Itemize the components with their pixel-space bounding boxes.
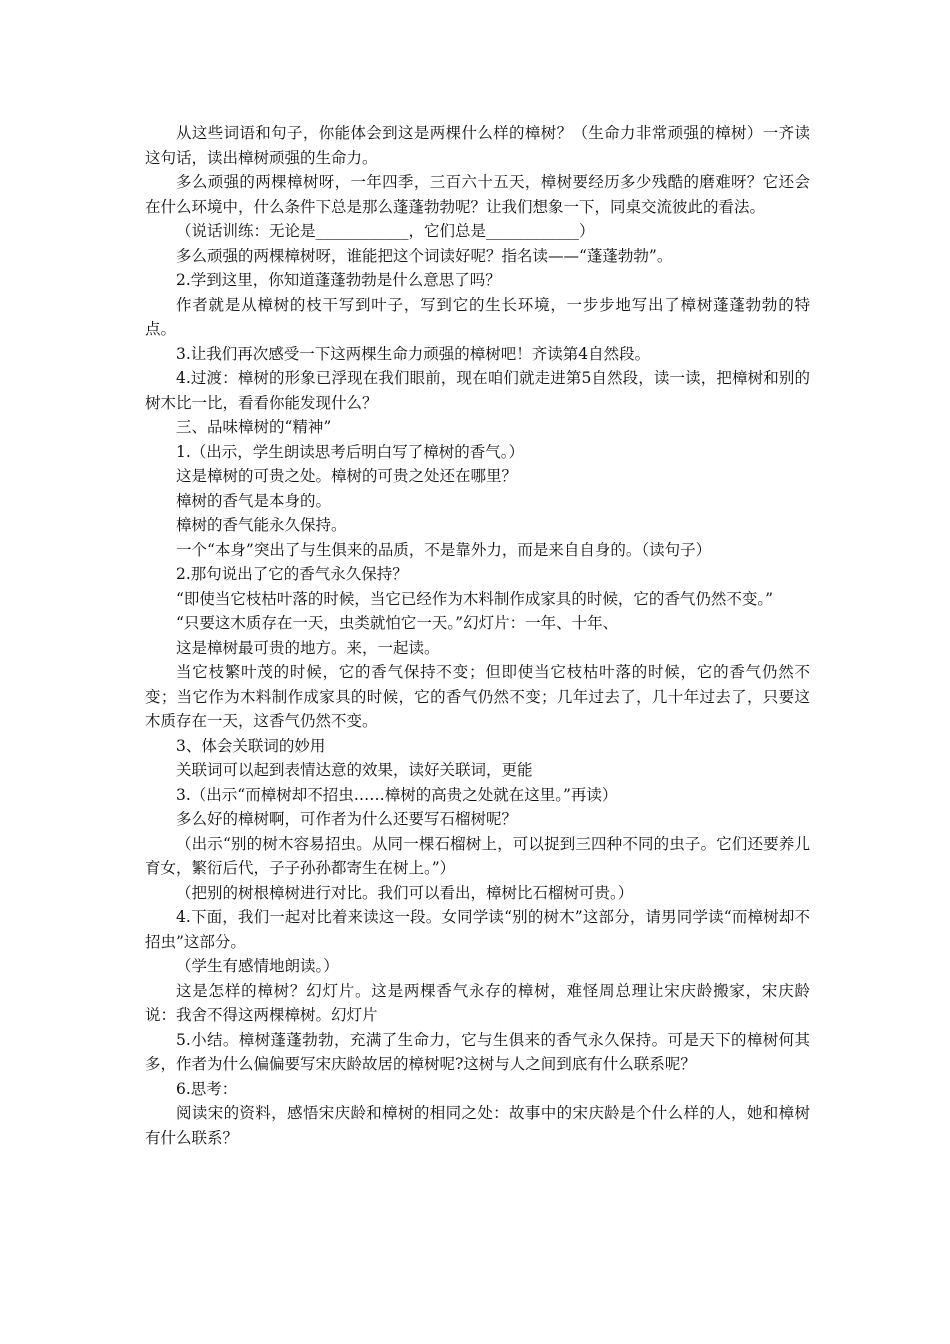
section-heading: 三、品味樟树的“精神” xyxy=(176,418,332,436)
paragraph: 这是樟树最可贵的地方。来，一起读。 xyxy=(176,638,440,657)
paragraph: （学生有感情地朗读。） xyxy=(176,957,339,975)
paragraph: 从这些词语和句子，你能体会到这是两棵什么样的樟树？（生命力非常顽强的樟树）一齐读这句话，读出樟树顽强的生命力。 xyxy=(145,124,810,167)
paragraph: “只要这木质存在一天，虫类就怕它一天。”幻灯片：一年、十年、 xyxy=(176,614,619,632)
paragraph: 多么顽强的两棵樟树呀，一年四季，三百六十五天，樟树要经历多少残酷的磨难呀？它还会在什么环境中，什么条件下总是那么蓬蓬勃勃呢？让我们想象一下，同桌交流彼此的看法。 xyxy=(145,173,810,216)
paragraph: 一个“本身”突出了与生俱来的品质，不是靠外力，而是来自自身的。（读句子） xyxy=(176,540,712,559)
paragraph: 6.思考： xyxy=(176,1079,238,1098)
document-page xyxy=(145,121,810,1150)
paragraph: （说话训练：无论是____________，它们总是____________） xyxy=(176,222,595,240)
paragraph: （出示“别的树木容易招虫。从同一棵石榴树上，可以捉到三四种不同的虫子。它们还要养儿育女，繁衍后代，子子孙孙都寄生在树上。”） xyxy=(145,834,810,877)
paragraph: 多么好的樟树啊，可作者为什么还要写石榴树呢？ xyxy=(176,810,518,828)
paragraph: 3.（出示“而樟树却不招虫……樟树的高贵之处就在这里。”再读） xyxy=(176,785,618,804)
paragraph: 3.让我们再次感受一下这两棵生命力顽强的樟树吧！齐读第4自然段。 xyxy=(176,344,651,363)
paragraph: 多么顽强的两棵樟树呀，谁能把这个词读好呢？指名读——“蓬蓬勃勃”。 xyxy=(176,246,673,265)
paragraph: 阅读宋的资料，感悟宋庆龄和樟树的相同之处：故事中的宋庆龄是个什么样的人，她和樟树有什么联系？ xyxy=(145,1104,810,1147)
paragraph: 1.（出示，学生朗读思考后明白写了樟树的香气。） xyxy=(176,442,525,461)
paragraph: 樟树的香气能永久保持。 xyxy=(176,516,347,534)
paragraph: （把别的树根樟树进行对比。我们可以看出，樟树比石榴树可贵。） xyxy=(176,883,634,902)
paragraph: 4.过渡：樟树的形象已浮现在我们眼前，现在咱们就走进第5自然段，读一读，把樟树和别的树木比一比，看看你能发现什么？ xyxy=(145,369,810,412)
paragraph: 4.下面，我们一起对比着来读这一段。女同学读“别的树木”这部分，请男同学读“而樟树却不招虫”这部分。 xyxy=(145,908,810,951)
paragraph: 这是怎样的樟树？幻灯片。这是两棵香气永存的樟树，难怪周总理让宋庆龄搬家，宋庆龄说：我舍不得这两棵樟树。幻灯片 xyxy=(145,981,810,1024)
section-heading: 3、体会关联词的妙用 xyxy=(176,736,326,755)
paragraph: 5.小结。樟树蓬蓬勃勃，充满了生命力，它与生俱来的香气永久保持。可是天下的樟树何其多，作者为什么偏偏要写宋庆龄故居的樟树呢?这树与人之间到底有什么联系呢？ xyxy=(145,1030,810,1073)
paragraph: 这是樟树的可贵之处。樟树的可贵之处还在哪里？ xyxy=(176,467,518,485)
paragraph: “即使当它枝枯叶落的时候，当它已经作为木料制作成家具的时候，它的香气仍然不变。” xyxy=(176,589,774,608)
paragraph: 2.那句说出了它的香气永久保持？ xyxy=(176,565,408,583)
paragraph: 作者就是从樟树的枝干写到叶子，写到它的生长环境，一步步地写出了樟树蓬蓬勃勃的特点。 xyxy=(145,295,810,338)
paragraph: 关联词可以起到表情达意的效果，读好关联词，更能 xyxy=(176,761,533,779)
paragraph: 樟树的香气是本身的。 xyxy=(176,491,332,510)
paragraph: 2.学到这里，你知道蓬蓬勃勃是什么意思了吗？ xyxy=(176,271,501,289)
paragraph: 当它枝繁叶茂的时候，它的香气保持不变；但即使当它枝枯叶落的时候，它的香气仍然不变；当它作为木料制作成家具的时候，它的香气仍然不变；几年过去了，几十年过去了，只要这木质存在一天，这香气仍然不变。 xyxy=(145,663,810,730)
